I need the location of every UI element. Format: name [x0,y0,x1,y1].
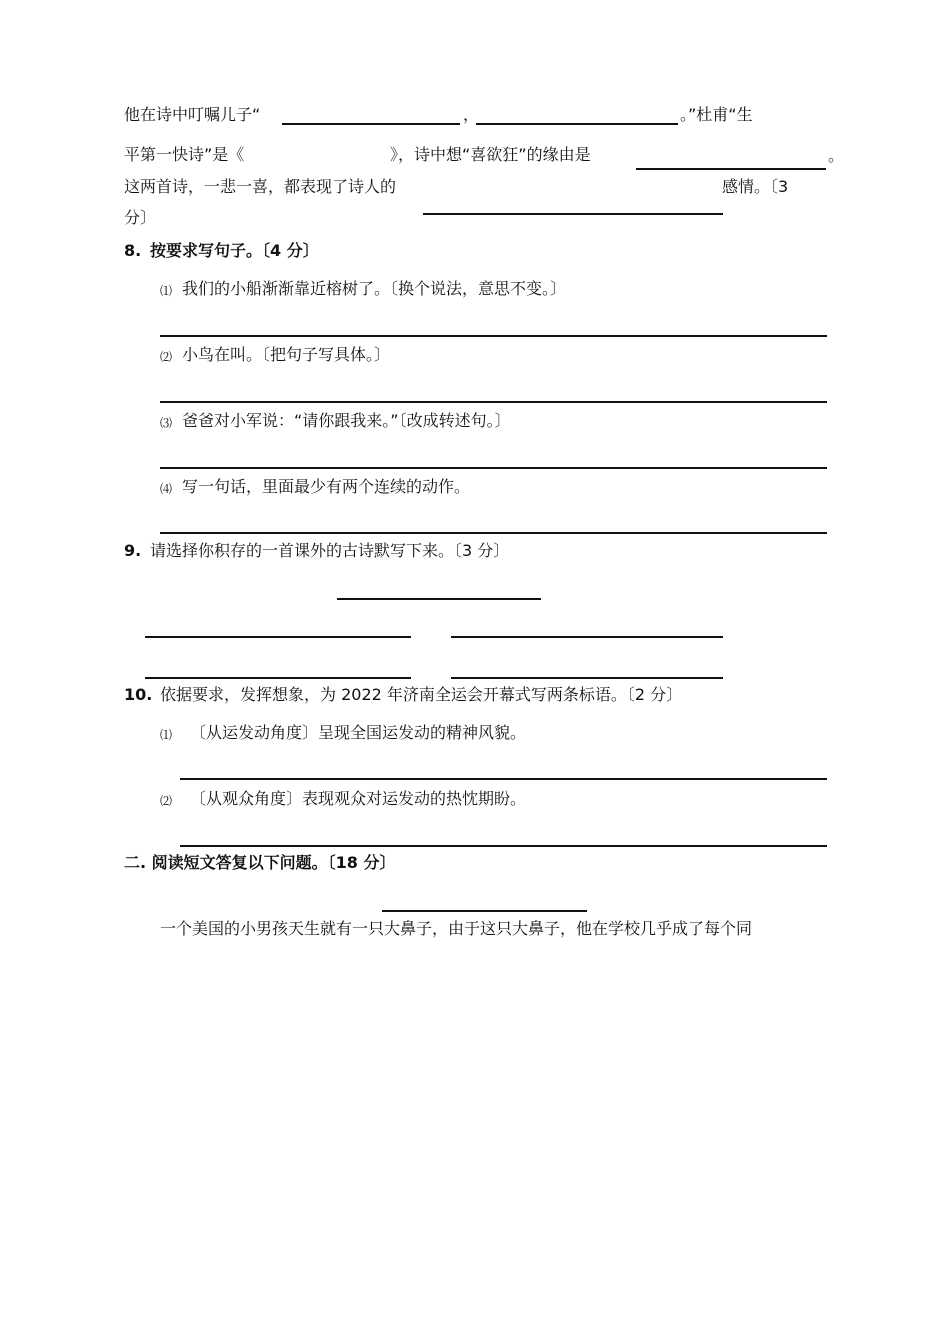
q7-blank-1[interactable] [282,123,460,125]
q8-answer-line-1[interactable] [160,335,827,337]
q9-poem-title-line[interactable] [337,598,541,600]
q8-title: 按要求写句子。〔4 分〕 [150,241,319,260]
q7-blank-3[interactable] [636,168,826,170]
q10-answer-line-1[interactable] [180,778,827,780]
q9-title: 请选择你积存的一首课外的古诗默写下来。〔3 分〕 [150,541,510,560]
q8-answer-line-2[interactable] [160,401,827,403]
q10-answer-line-2[interactable] [180,845,827,847]
q7-line1-text-a: 他在诗中叮嘱儿子“ [124,105,261,124]
q10-item1-num: ⑴ [160,728,173,742]
q10-title: 依据要求，发挥想象，为 2022 年济南全运会开幕式写两条标语。〔2 分〕 [160,685,683,704]
q7-blank-2[interactable] [476,123,678,125]
q8-number: 8. [124,241,142,260]
q7-blank-4[interactable] [423,213,723,215]
section2-title: 二. 阅读短文答复以下问题。〔18 分〕 [124,853,396,872]
q7-line2-end: 。 [828,146,845,165]
q8-item3-text: 爸爸对小军说：“请你跟我来。”〔改成转述句。〕 [182,411,511,430]
q9-poem-line-3[interactable] [145,677,411,679]
q8-answer-line-3[interactable] [160,467,827,469]
q9-poem-line-2[interactable] [451,636,723,638]
q7-line4-text: 分〕 [124,208,157,227]
q8-item2-text: 小鸟在叫。〔把句子写具体。〕 [182,345,391,364]
q9-number: 9. [124,541,142,560]
q9-poem-line-1[interactable] [145,636,411,638]
q7-line3-text-a: 这两首诗，一悲一喜，都表现了诗人的 [124,177,397,196]
q8-item4-num: ⑷ [160,482,173,496]
q8-answer-line-4[interactable] [160,532,827,534]
q10-item1-text: 〔从运发动角度〕呈现全国运发动的精神风貌。 [190,723,527,742]
passage-title-line[interactable] [382,910,587,912]
q10-number: 10. [124,685,153,704]
q7-line2-text-a: 平第一快诗”是《 [124,145,245,164]
q8-item1-text: 我们的小船渐渐靠近榕树了。〔换个说法，意思不变。〕 [182,279,567,298]
q8-item2-num: ⑵ [160,350,173,364]
q7-line3-text-b: 感情。〔3 [722,177,789,196]
q8-item4-text: 写一句话，里面最少有两个连续的动作。 [182,477,471,496]
q7-line1-text-b: 。”杜甫“生 [680,105,753,124]
q7-line2-text-b: 》，诗中想“喜欲狂”的缘由是 [390,145,591,164]
q8-item1-num: ⑴ [160,284,173,298]
q9-poem-line-4[interactable] [451,677,723,679]
passage-first-line: 一个美国的小男孩天生就有一只大鼻子，由于这只大鼻子，他在学校几乎成了每个同 [160,919,753,938]
q10-item2-text: 〔从观众角度〕表现观众对运发动的热忱期盼。 [190,789,527,808]
q7-line1-comma: ， [463,105,480,124]
q10-item2-num: ⑵ [160,794,173,808]
q8-item3-num: ⑶ [160,416,173,430]
